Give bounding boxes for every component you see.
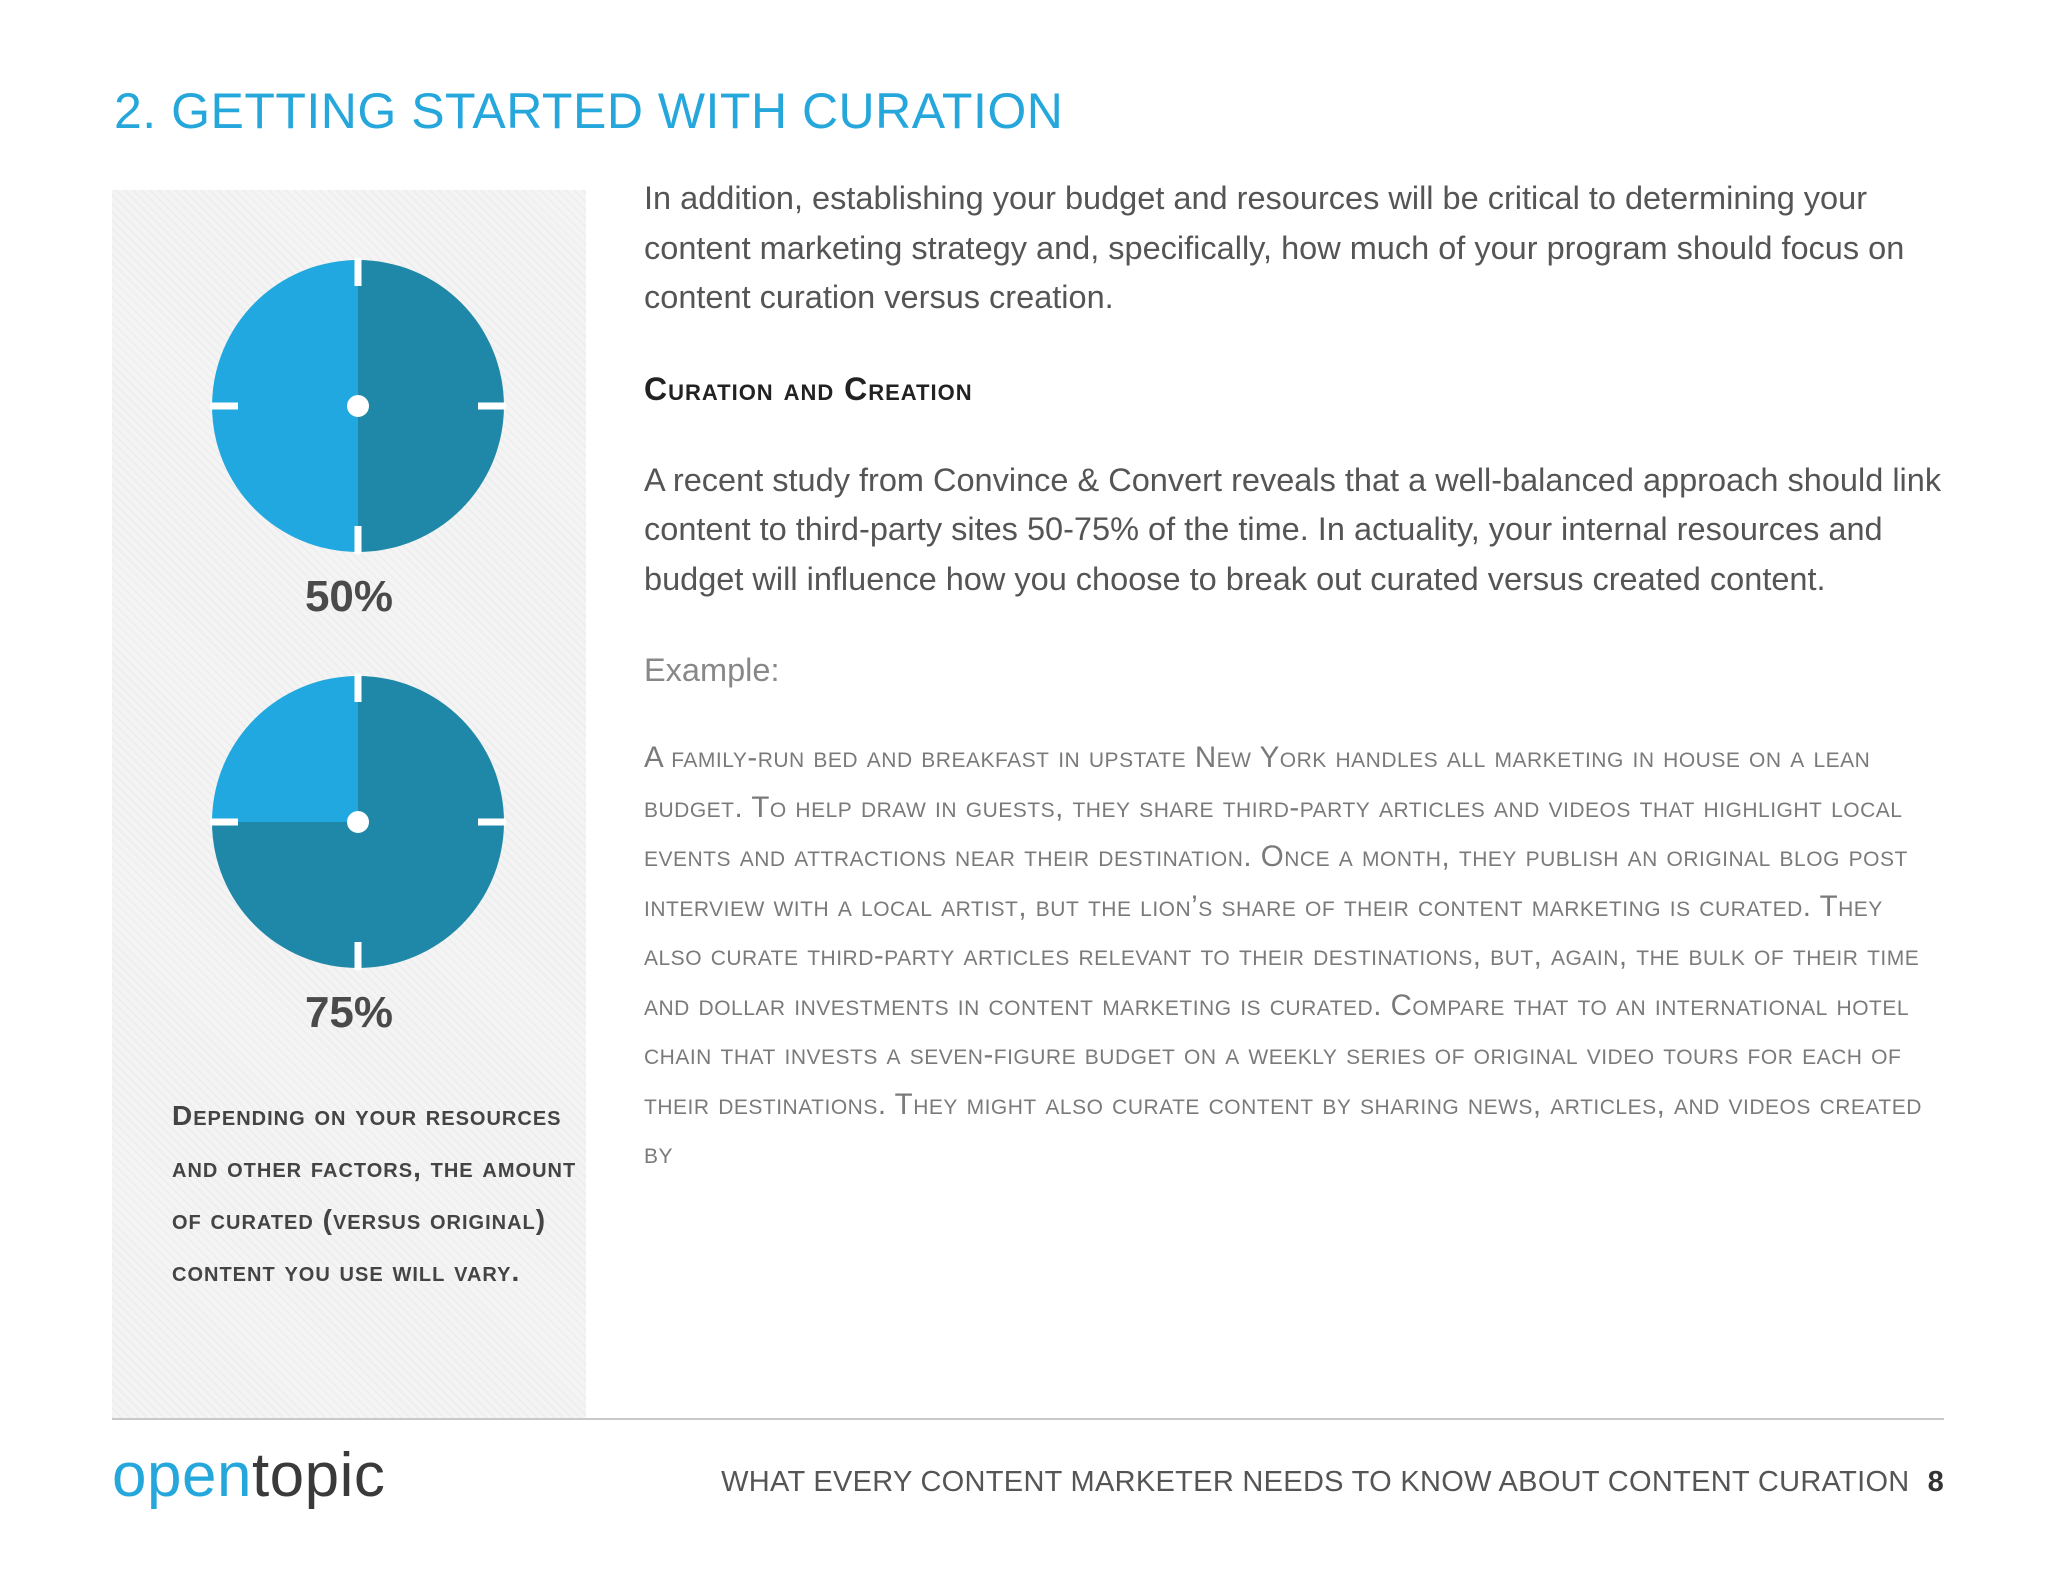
pie-chart-50: [198, 246, 518, 566]
sidebar-caption: Depending on your resources and other factors, the amount of curated (versus original) content you use will vary.: [172, 1100, 577, 1287]
pie-chart-75-label: 75%: [304, 988, 394, 1037]
opentopic-logo: [112, 1440, 385, 1511]
pie-chart-50-label: 50%: [304, 572, 394, 621]
footer-document-title: [721, 1466, 1944, 1499]
logo-text-topic: topic: [251, 1441, 386, 1510]
example-body: A family-run bed and breakfast in upstate New York handles all marketing in house on a lean budget. To help draw in guests, they share third-party articles and videos that highlight local events and attractions near their destination. Once a month, they publish an original blog post interview with a local artist, but the lion’s share of their content marketing is curated. They also curate third-party articles relevant to their destinations, but, again, the bulk of their time and dollar investments in content marketing is curated. Compare that to an international hotel chain that invests a seven-figure budget on a weekly series of original video tours for each of their destinations. They might also curate content by sharing news, articles, and videos created by: [644, 741, 1922, 1170]
pie-chart-50-svg: [198, 246, 518, 566]
main-content: [644, 174, 1944, 1179]
section-heading: Curation and Creation: [644, 370, 973, 407]
intro-paragraph: In addition, establishing your budget and resources will be critical to determining your content marketing strategy and, specifically, how much of your program should focus on content curation versus creation.: [644, 180, 1905, 315]
pie-center-dot: [347, 811, 369, 833]
pie-chart-75: [198, 662, 518, 982]
example-label: Example:: [644, 652, 780, 688]
pie-slice: [212, 676, 358, 822]
page-title: 2. GETTING STARTED WITH CURATION: [114, 83, 1064, 139]
pie-chart-75-svg: [198, 662, 518, 982]
sidebar-panel: [112, 190, 586, 1418]
pie-center-dot: [347, 395, 369, 417]
footer-divider: [112, 1418, 1944, 1420]
study-paragraph: A recent study from Convince & Convert reveals that a well-balanced approach should link content to third-party sites 50-75% of the time. In actuality, your internal resources and budget will influence how you choose to break out curated versus created content.: [644, 461, 1942, 597]
logo-text-open: open: [112, 1441, 252, 1510]
footer-title-text: WHAT EVERY CONTENT MARKETER NEEDS TO KNOW ABOUT CONTENT CURATION: [721, 1466, 1910, 1498]
page-number: 8: [1927, 1466, 1944, 1498]
